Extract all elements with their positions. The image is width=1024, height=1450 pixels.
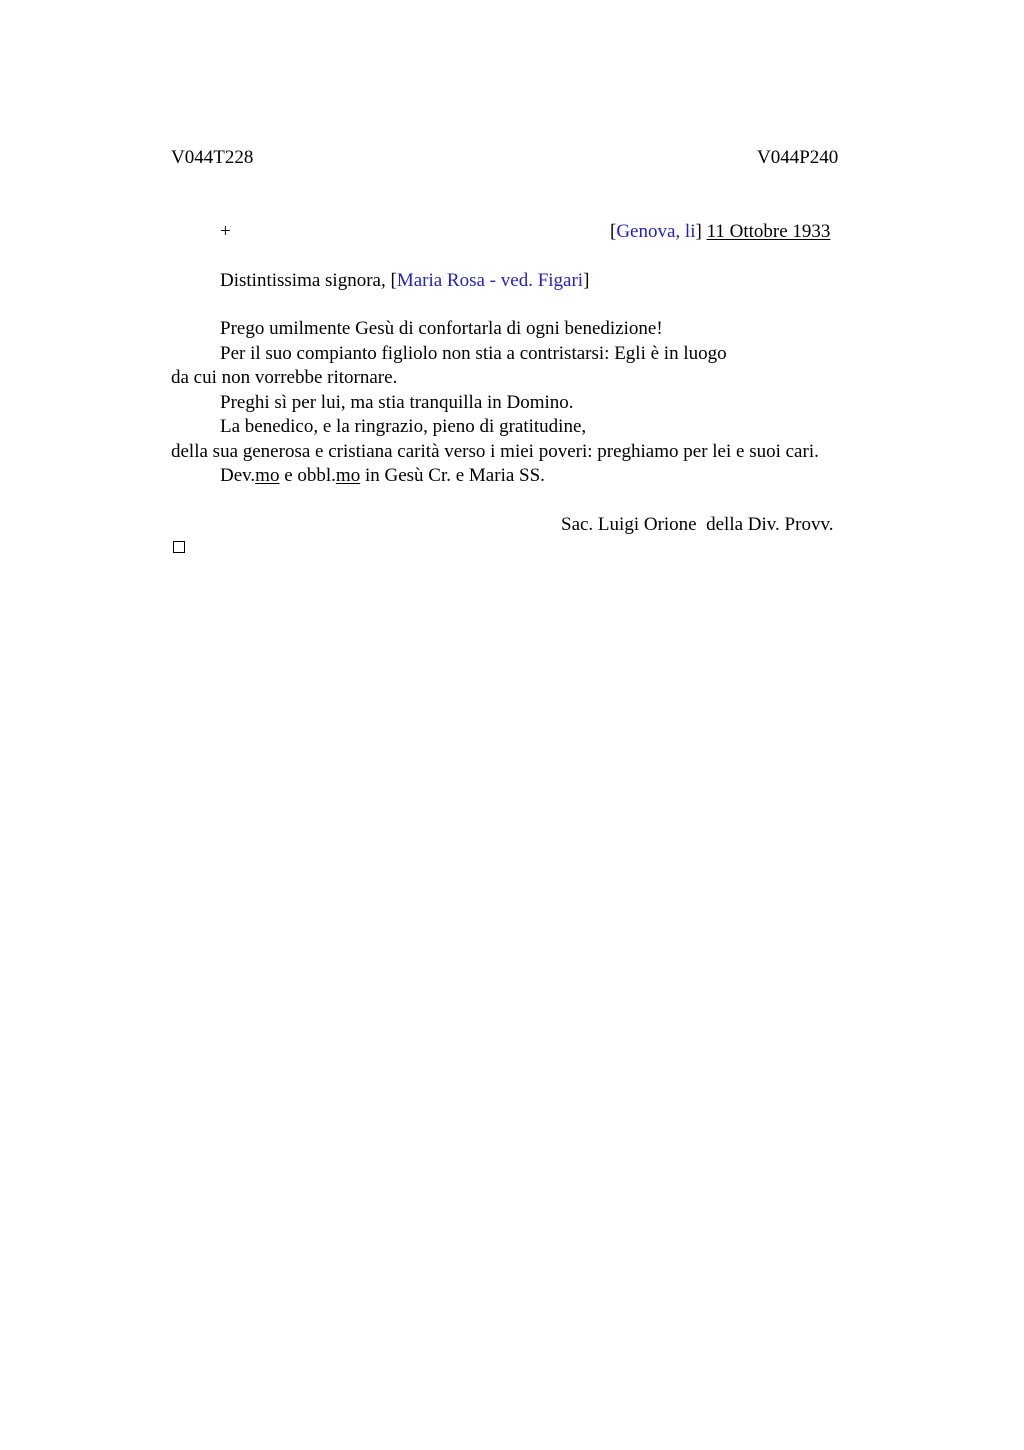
bracket-open: [ xyxy=(610,221,617,242)
closing-abbrev-2: mo xyxy=(335,465,361,486)
document-code-right: V044P240 xyxy=(757,147,839,168)
closing-part-3: in Gesù Cr. e Maria SS. xyxy=(360,465,545,486)
closing-formula xyxy=(220,464,545,488)
bracket-close: ] xyxy=(695,221,702,242)
salutation xyxy=(220,269,589,293)
recipient-name: Maria Rosa - ved. Figari xyxy=(396,270,584,291)
closing-abbrev-1: mo xyxy=(255,465,280,486)
document-code-left: V044T228 xyxy=(171,147,254,168)
letter-date: 11 Ottobre 1933 xyxy=(706,221,831,242)
body-line-4: Preghi sì per lui, ma stia tranquilla in Domino. xyxy=(220,392,574,413)
body-line-3: da cui non vorrebbe ritornare. xyxy=(171,367,398,388)
signature: Sac. Luigi Orione della Div. Provv. xyxy=(561,514,834,535)
closing-part-1: Dev. xyxy=(220,465,256,486)
empty-checkbox-icon xyxy=(173,541,185,553)
bracket-close: ] xyxy=(583,270,590,291)
body-line-2: Per il suo compianto figliolo non stia a contristarsi: Egli è in luogo xyxy=(220,343,727,364)
bracket-open: [ xyxy=(390,270,397,291)
body-line-5: La benedico, e la ringrazio, pieno di gratitudine, xyxy=(220,416,587,437)
salutation-text: Distintissima signora, xyxy=(220,270,391,291)
place-name: Genova, li xyxy=(616,221,696,242)
cross-mark: + xyxy=(220,221,231,242)
dateline xyxy=(610,220,830,244)
closing-part-2: e obbl. xyxy=(279,465,336,486)
body-line-1: Prego umilmente Gesù di confortarla di ogni benedizione! xyxy=(220,318,663,339)
body-line-6: della sua generosa e cristiana carità verso i miei poveri: preghiamo per lei e suoi cari. xyxy=(171,441,819,462)
